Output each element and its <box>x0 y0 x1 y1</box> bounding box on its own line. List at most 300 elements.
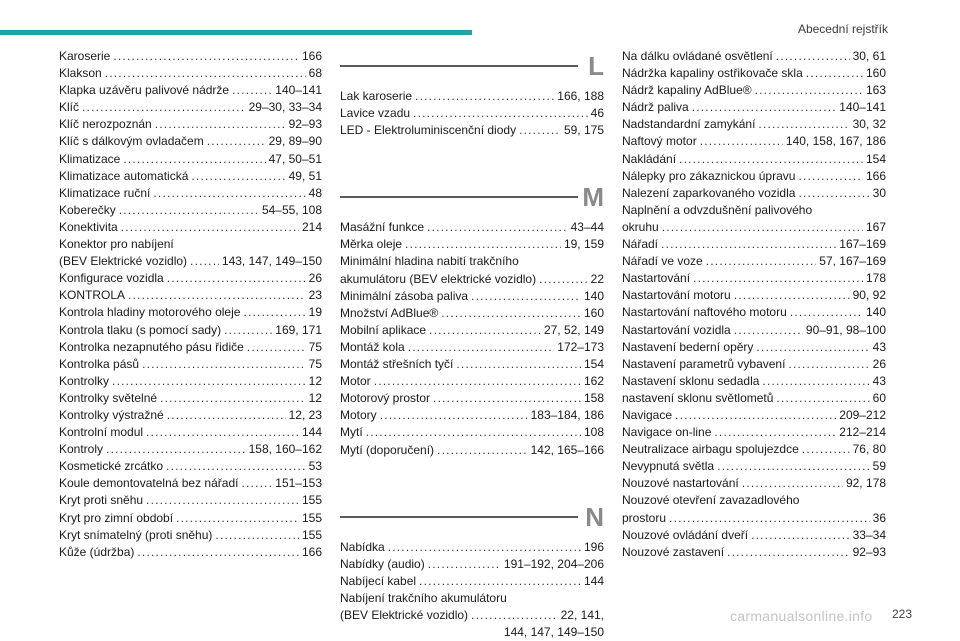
index-entry-term: Množství AdBlue® <box>340 305 439 320</box>
index-entry-pages: 12 <box>308 373 322 388</box>
index-entry <box>59 270 322 287</box>
index-entry <box>59 492 322 509</box>
page-number: 223 <box>891 607 912 621</box>
index-entry <box>622 339 886 356</box>
dot-leader <box>123 151 265 168</box>
index-entry-pages: 140–141 <box>839 100 886 115</box>
index-entry <box>340 288 604 305</box>
index-entry-term: okruhu <box>622 219 659 234</box>
index-entry-term: Nádrž kapaliny AdBlue® <box>622 83 752 98</box>
dot-leader <box>693 270 863 287</box>
section-header-m <box>340 179 604 215</box>
index-entry-term: Kontrolní modul <box>59 425 144 440</box>
index-entry-term-line: Minimální hladina nabití trakčního <box>340 254 519 269</box>
dot-leader <box>106 441 246 458</box>
index-entry <box>59 407 322 424</box>
index-entry-term: Klimatizace <box>59 151 121 166</box>
dot-leader <box>82 99 246 116</box>
index-entry-term: Kryt snímatelný (proti sněhu) <box>59 527 213 542</box>
index-entry <box>622 544 886 561</box>
dot-leader <box>742 475 843 492</box>
index-entry-pages: 48 <box>308 185 322 200</box>
index-entry-term: Nouzové nastartování <box>622 476 739 491</box>
dot-leader <box>471 607 558 624</box>
index-entry-pages: 212–214 <box>839 425 886 440</box>
index-entry-term: Nevypnutá světla <box>622 459 715 474</box>
index-entry-pages: 166 <box>865 168 886 183</box>
index-entry-term: Kosmetické zrcátko <box>59 459 164 474</box>
index-entry <box>622 99 886 116</box>
index-entry-pages: 178 <box>865 271 886 286</box>
index-entry <box>622 270 886 287</box>
dot-leader <box>661 236 836 253</box>
index-entry <box>622 407 886 424</box>
dot-leader <box>539 271 588 288</box>
index-entry-pages: 151–153 <box>275 476 322 491</box>
index-entry <box>59 133 322 150</box>
index-entry-pages: 30, 32 <box>852 117 886 132</box>
dot-leader <box>700 133 783 150</box>
index-entry-term: Koberečky <box>59 202 116 217</box>
index-entry <box>59 373 322 390</box>
section-letter: N <box>585 501 604 532</box>
index-entry-pages: 162 <box>583 374 604 389</box>
index-entry-pages: 144 <box>301 425 322 440</box>
index-entry <box>622 133 886 150</box>
dot-leader <box>802 441 850 458</box>
dot-leader <box>751 527 850 544</box>
section-divider <box>340 196 578 198</box>
index-entry-pages: 191–192, 204–206 <box>503 556 604 571</box>
index-entry <box>340 322 604 339</box>
index-entry <box>622 475 886 492</box>
index-entry <box>622 65 886 82</box>
section-letter: M <box>582 182 604 213</box>
index-entry-pages: 29–30, 33–34 <box>248 100 322 115</box>
index-entry-term: Kryt proti sněhu <box>59 493 144 508</box>
index-entry-term: Nálepky pro zákaznickou úpravu <box>622 168 796 183</box>
index-entry <box>622 373 886 390</box>
index-entry-term: Lak karoserie <box>340 89 413 103</box>
index-entry-term: Klakson <box>59 66 102 81</box>
index-entry-pages: 26 <box>872 356 886 371</box>
index-entry-pages: 75 <box>308 356 322 371</box>
index-entry-pages: 29, 89–90 <box>268 134 322 149</box>
index-entry <box>622 253 886 270</box>
dot-leader <box>758 116 849 133</box>
index-entry <box>59 287 322 304</box>
index-entry <box>340 105 604 122</box>
dot-leader <box>191 168 285 185</box>
index-entry-term: Nalezení zaparkovaného vozidla <box>622 185 796 200</box>
index-entry-term: Nádržka kapaliny ostřikovače skla <box>622 66 803 81</box>
dot-leader <box>241 475 272 492</box>
dot-leader <box>428 556 501 573</box>
index-entry <box>340 424 604 441</box>
dot-leader <box>706 253 817 270</box>
dot-leader <box>112 373 306 390</box>
dot-leader <box>679 151 863 168</box>
index-entry-pages: 92–93 <box>852 544 886 559</box>
index-entry <box>622 390 886 407</box>
index-entry <box>59 99 322 116</box>
index-entry <box>622 287 886 304</box>
section-letter: L <box>588 51 604 81</box>
index-entry-pages: 140, 158, 167, 186 <box>785 134 886 149</box>
index-entry <box>622 202 886 236</box>
index-entry-pages: 160 <box>865 66 886 81</box>
index-entry-pages: 209–212 <box>839 407 886 422</box>
index-entry <box>622 236 886 253</box>
index-entry-pages: 59, 175 <box>563 123 604 138</box>
index-entry-term: Naftový motor <box>622 134 697 149</box>
index-entry-pages: 140 <box>865 305 886 320</box>
section-header-n <box>340 499 604 535</box>
index-entry-term: Montáž střešních tyčí <box>340 357 454 372</box>
dot-leader <box>806 65 863 82</box>
index-entry <box>59 65 322 82</box>
dot-leader <box>798 168 863 185</box>
index-entry-pages: 12, 23 <box>288 407 322 422</box>
index-entry-pages: 90, 92 <box>852 288 886 303</box>
index-entry-pages: 53 <box>308 459 322 474</box>
index-entry-pages: 196 <box>583 539 604 554</box>
index-entry-term: Nádrž paliva <box>622 100 689 115</box>
dot-leader <box>798 185 869 202</box>
dot-leader <box>380 407 528 424</box>
index-entry <box>340 356 604 373</box>
index-entry <box>340 539 604 556</box>
index-entry-pages: 27, 52, 149 <box>543 322 604 337</box>
index-entry <box>59 82 322 99</box>
index-entry-term: Nastavení bederní opěry <box>622 339 754 354</box>
index-entry-pages: 166 <box>301 49 322 63</box>
dot-leader <box>714 424 836 441</box>
dot-leader <box>146 424 299 441</box>
index-entry-term: Nastartování naftového motoru <box>622 305 787 320</box>
index-entry-pages: 43–44 <box>570 220 604 235</box>
dot-leader <box>366 424 581 441</box>
index-entry-pages: 68 <box>308 66 322 81</box>
index-entry-pages: 167 <box>865 219 886 234</box>
index-entry-pages: 43 <box>872 339 886 354</box>
index-entry <box>340 339 604 356</box>
index-entry-pages: 172–173 <box>557 339 604 354</box>
dot-leader <box>167 407 286 424</box>
dot-leader <box>153 185 305 202</box>
index-entry <box>340 407 604 424</box>
index-entry <box>622 116 886 133</box>
index-entry-pages: 158, 160–162 <box>248 442 322 457</box>
dot-leader <box>790 304 863 321</box>
index-entry-term: Kontrola hladiny motorového oleje <box>59 305 241 320</box>
index-entry-term-line: Nabíjení trakčního akumulátoru <box>340 590 507 605</box>
index-entry-term: Nářadí <box>622 237 659 252</box>
index-entry-pages: 108 <box>583 425 604 440</box>
index-entry-pages: 26 <box>308 271 322 286</box>
index-entry-term: Konfigurace vozidla <box>59 271 164 286</box>
dot-leader <box>519 122 561 139</box>
dot-leader <box>224 322 272 339</box>
index-entry <box>622 185 886 202</box>
index-entry-term: Na dálku ovládané osvětlení <box>622 49 773 63</box>
index-entry-pages: 155 <box>301 510 322 525</box>
index-entry-term: Nářadí ve voze <box>622 254 703 269</box>
index-entry-pages: 166, 188 <box>557 89 604 103</box>
index-entry-pages: 22 <box>590 271 604 286</box>
index-entry <box>59 322 322 339</box>
index-entry-term: Mytí (doporučení) <box>340 442 435 457</box>
section-header-l <box>340 48 604 84</box>
index-column-1 <box>59 48 322 561</box>
dot-leader <box>374 373 581 390</box>
index-column-2 <box>340 48 604 641</box>
watermark: carmanualsonline.info <box>730 608 873 624</box>
dot-leader <box>433 390 581 407</box>
index-entry-pages: 12 <box>308 390 322 405</box>
index-entry-term: KONTROLA <box>59 288 126 303</box>
dot-leader <box>105 65 306 82</box>
index-entry <box>59 304 322 321</box>
index-entry-term-line: Konektor pro nabíjení <box>59 237 174 252</box>
index-entry-term: Kryt pro zimní období <box>59 510 174 525</box>
dot-leader <box>669 510 870 527</box>
index-entry-term: Nouzové zastavení <box>622 544 725 559</box>
index-entry-term: Navigace on-line <box>622 425 712 440</box>
index-entry-term: Klíč s dálkovým ovladačem <box>59 134 204 149</box>
index-entry-term-line: Naplnění a odvzdušnění palivového <box>622 202 813 217</box>
index-entry <box>59 116 322 133</box>
index-entry-pages: 92–93 <box>288 117 322 132</box>
page-header-title: Abecední rejstřík <box>797 22 888 36</box>
index-entry-pages: 154 <box>583 357 604 372</box>
index-entry-term: Lavice vzadu <box>340 106 411 121</box>
dot-leader <box>243 304 305 321</box>
index-entry-pages: 142, 165–166 <box>530 442 604 457</box>
index-entry-pages: 43 <box>872 373 886 388</box>
dot-leader <box>113 48 299 65</box>
index-entry <box>622 356 886 373</box>
index-entry-pages: 30 <box>872 185 886 200</box>
header-accent-bar <box>0 30 472 35</box>
index-entry <box>340 122 604 139</box>
index-entry-term: Kontroly <box>59 442 104 457</box>
index-entry <box>59 527 322 544</box>
section-m-entries <box>340 219 604 458</box>
index-entry <box>340 556 604 573</box>
index-entry <box>59 390 322 407</box>
index-entry-term: Navigace <box>622 407 673 422</box>
index-entry-pages-continued: 144, 147, 149–150 <box>503 625 604 640</box>
index-entry-term: Minimální zásoba paliva <box>340 288 469 303</box>
index-entry-pages: 160 <box>583 305 604 320</box>
index-entry-pages: 214 <box>301 219 322 234</box>
index-entry-pages: 167–169 <box>839 237 886 252</box>
index-entry-term: Měrka oleje <box>340 237 403 252</box>
index-entry-pages: 155 <box>301 527 322 542</box>
index-entry-pages: 47, 50–51 <box>268 151 322 166</box>
index-entry-term: Kontrolka pásů <box>59 356 140 371</box>
index-entry <box>59 151 322 168</box>
dot-leader <box>427 219 568 236</box>
index-entry <box>340 573 604 590</box>
dot-leader <box>190 253 219 270</box>
dot-leader <box>415 88 554 105</box>
index-entry <box>59 475 322 492</box>
dot-leader <box>675 407 836 424</box>
index-entry-term: Kontrola tlaku (s pomocí sady) <box>59 322 222 337</box>
dot-leader <box>762 373 869 390</box>
index-entry-term: prostoru <box>622 510 667 525</box>
index-entry-term: Klimatizace ruční <box>59 185 151 200</box>
index-entry <box>622 441 886 458</box>
dot-leader <box>207 133 266 150</box>
index-entry-term: Klapka uzávěru palivové nádrže <box>59 83 230 98</box>
dot-leader <box>160 390 306 407</box>
index-entry <box>622 527 886 544</box>
index-entry-pages: 140–141 <box>275 83 322 98</box>
dot-leader <box>121 219 299 236</box>
dot-leader <box>146 492 299 509</box>
dot-leader <box>756 339 869 356</box>
index-entry-term: Nastartování motoru <box>622 288 731 303</box>
index-entry-pages: 30, 61 <box>852 49 886 63</box>
dot-leader <box>176 510 299 527</box>
index-entry-pages: 144 <box>583 573 604 588</box>
section-n-entries <box>340 539 604 641</box>
index-entry-pages: 75 <box>308 339 322 354</box>
index-entry-term: Kontrolky <box>59 373 110 388</box>
index-entry <box>340 390 604 407</box>
dot-leader <box>734 322 803 339</box>
index-entry-pages: 140 <box>583 288 604 303</box>
index-entry-pages: 59 <box>872 459 886 474</box>
index-entry-term: Kůže (údržba) <box>59 544 135 559</box>
index-entry-term: Klíč <box>59 100 80 115</box>
dot-leader <box>419 573 581 590</box>
index-entry-term: Nabídka <box>340 539 385 554</box>
index-entry <box>340 219 604 236</box>
index-entry-term: Kontrolka nezapnutého pásu řidiče <box>59 339 244 354</box>
dot-leader <box>166 458 306 475</box>
index-entry-term: nastavení sklonu světlometů <box>622 390 774 405</box>
index-entry <box>59 356 322 373</box>
index-entry-pages: 22, 141, <box>560 607 604 622</box>
index-entry-term: Klíč nerozpoznán <box>59 117 152 132</box>
index-entry-term: Nastartování vozidla <box>622 322 731 337</box>
index-entry-pages: 90–91, 98–100 <box>805 322 886 337</box>
dot-leader <box>167 270 306 287</box>
dot-leader <box>413 105 588 122</box>
dot-leader <box>142 356 306 373</box>
index-entry <box>340 590 604 641</box>
dot-leader <box>755 82 863 99</box>
index-entry <box>340 236 604 253</box>
index-entry-term: Nabíjecí kabel <box>340 573 417 588</box>
index-entry-pages: 33–34 <box>852 527 886 542</box>
index-entry-term: Masážní funkce <box>340 220 425 235</box>
index-entry-term: Klimatizace automatická <box>59 168 189 183</box>
dot-leader <box>776 48 850 65</box>
index-entry-term: Mytí <box>340 425 363 440</box>
index-entry <box>622 424 886 441</box>
index-entry-pages: 36 <box>872 510 886 525</box>
index-entry-term: Koule demontovatelná bez nářadí <box>59 476 239 491</box>
index-entry-pages: 60 <box>872 390 886 405</box>
index-entry-pages: 183–184, 186 <box>530 408 604 423</box>
index-entry-term: Motor <box>340 374 371 389</box>
index-entry-pages: 49, 51 <box>288 168 322 183</box>
index-entry <box>59 168 322 185</box>
dot-leader <box>128 287 306 304</box>
dot-leader <box>119 202 259 219</box>
index-entry <box>59 441 322 458</box>
index-entry-pages: 76, 80 <box>852 442 886 457</box>
index-entry-term: Mobilní aplikace <box>340 322 427 337</box>
index-entry <box>622 492 886 526</box>
index-entry <box>59 48 322 65</box>
index-entry-term-line: Nouzové otevření zavazadlového <box>622 493 800 508</box>
dot-leader <box>388 539 581 556</box>
index-entry <box>622 458 886 475</box>
dot-leader <box>215 527 299 544</box>
dot-leader <box>408 339 555 356</box>
index-entry-term: Nabídky (audio) <box>340 556 425 571</box>
index-entry <box>622 322 886 339</box>
section-l-entries <box>340 88 604 139</box>
dot-leader <box>429 322 541 339</box>
dot-leader <box>405 236 561 253</box>
section-divider <box>340 65 578 67</box>
index-entry-pages: 92, 178 <box>845 476 886 491</box>
index-entry-term: Kontrolky světelné <box>59 390 158 405</box>
index-entry-term: Nastartování <box>622 271 691 286</box>
dot-leader <box>456 356 581 373</box>
dot-leader <box>727 544 850 561</box>
index-entry <box>59 544 322 561</box>
dot-leader <box>788 356 869 373</box>
index-entry-term: LED - Elektroluminiscenční diody <box>340 123 517 138</box>
dot-leader <box>692 99 837 116</box>
index-entry-pages: 158 <box>583 391 604 406</box>
index-entry-pages: 143, 147, 149–150 <box>221 254 322 269</box>
index-entry <box>59 236 322 270</box>
index-entry <box>340 373 604 390</box>
index-entry-term: Montáž kola <box>340 339 405 354</box>
dot-leader <box>662 219 863 236</box>
index-entry-pages: 54–55, 108 <box>261 202 322 217</box>
index-entry-term: Karoserie <box>59 49 111 63</box>
section-divider <box>340 516 578 518</box>
dot-leader <box>717 458 870 475</box>
index-entry-pages: 166 <box>301 544 322 559</box>
index-entry <box>59 185 322 202</box>
index-entry-pages: 163 <box>865 83 886 98</box>
index-entry <box>340 305 604 322</box>
index-entry <box>59 339 322 356</box>
dot-leader <box>437 442 528 459</box>
index-entry <box>340 442 604 459</box>
index-entry-term: (BEV Elektrické vozidlo) <box>340 607 469 622</box>
dot-leader <box>232 82 272 99</box>
index-entry <box>622 48 886 65</box>
index-entry-term: Nouzové ovládání dveří <box>622 527 749 542</box>
index-entry <box>59 202 322 219</box>
index-entry-term: Konektivita <box>59 219 118 234</box>
index-entry-pages: 46 <box>590 106 604 121</box>
index-entry-term: Nadstandardní zamykání <box>622 117 756 132</box>
dot-leader <box>155 116 286 133</box>
